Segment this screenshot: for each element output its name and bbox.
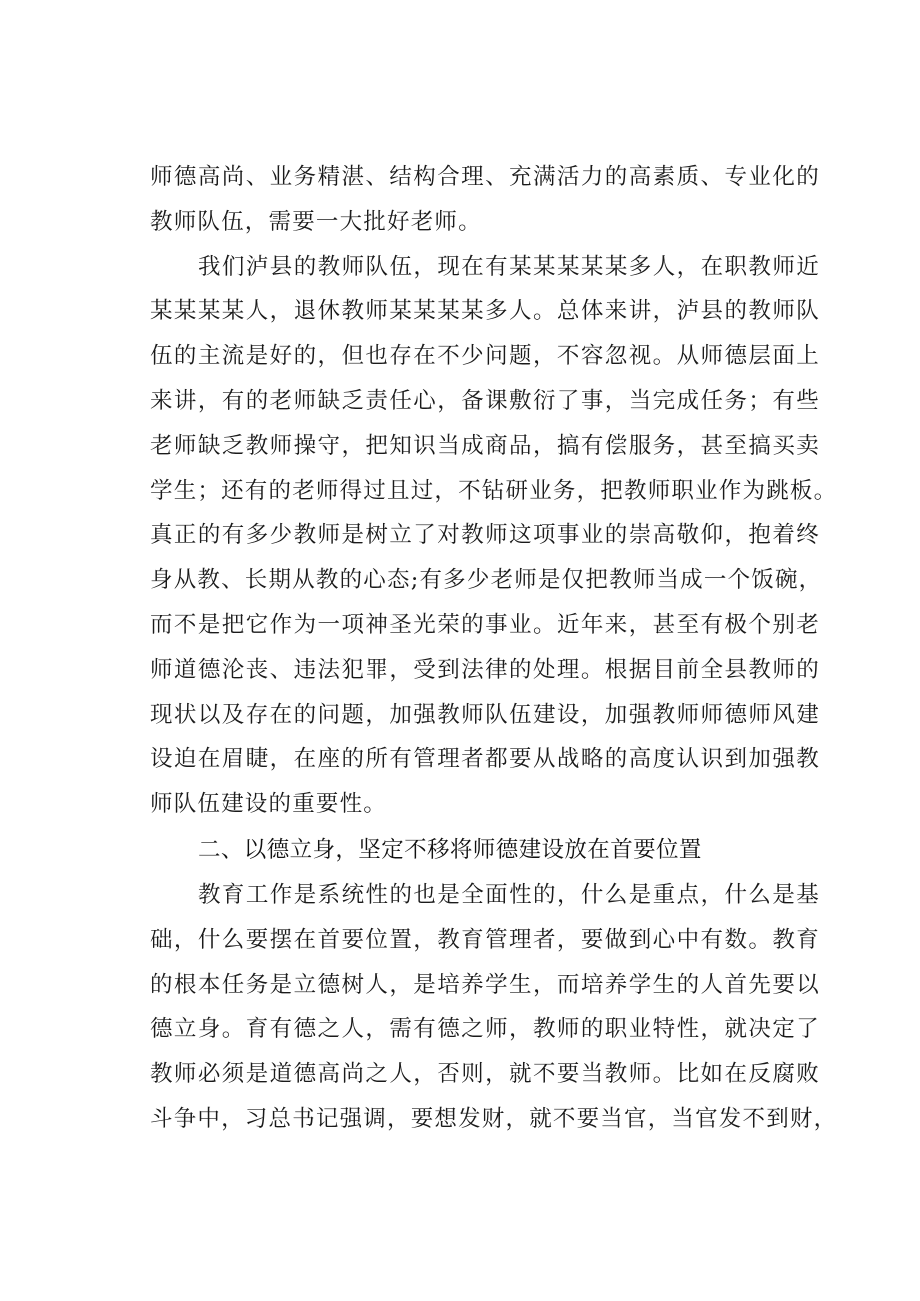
document-body xyxy=(150,155,838,1142)
para2-line-12: 设迫在眉睫，在座的所有管理者都要从战略的高度认识到加强教 xyxy=(150,746,820,773)
para1-line-1: 师德高尚、业务精湛、结构合理、充满活力的高素质、专业化的 xyxy=(150,164,820,190)
para2-line-9: 而不是把它作为一项神圣光荣的事业。近年来，甚至有极个别老 xyxy=(150,611,820,638)
para2-line-2: 某某某某人，退休教师某某某某多人。总体来讲，泸县的教师队 xyxy=(150,298,820,325)
para3-line-5: 教师必须是道德高尚之人，否则，就不要当教师。比如在反腐败 xyxy=(150,1061,820,1088)
para3-line-3: 的根本任务是立德树人，是培养学生，而培养学生的人首先要以 xyxy=(150,971,820,998)
para2-line-13: 师队伍建设的重要性。 xyxy=(150,791,388,818)
para2-line-1: 我们泸县的教师队伍，现在有某某某某某多人，在职教师近 xyxy=(198,253,820,280)
para3-line-6: 斗争中，习总书记强调，要想发财，就不要当官，当官发不到财， xyxy=(150,1105,838,1132)
para3-line-2: 础，什么要摆在首要位置，教育管理者，要做到心中有数。教育 xyxy=(150,926,820,953)
para2-line-8: 身从教、长期从教的心态;有多少老师是仅把教师当成一个饭碗， xyxy=(150,567,823,594)
para2-line-5: 老师缺乏教师操守，把知识当成商品，搞有偿服务，甚至搞买卖 xyxy=(150,432,820,459)
para3-line-4: 德立身。育有德之人，需有德之师，教师的职业特性，就决定了 xyxy=(150,1016,820,1043)
para2-line-3: 伍的主流是好的，但也存在不少问题，不容忽视。从师德层面上 xyxy=(150,343,820,370)
para3-line-1: 教育工作是系统性的也是全面性的，什么是重点，什么是基 xyxy=(198,881,820,908)
section-heading: 二、以德立身，坚定不移将师德建设放在首要位置 xyxy=(198,836,702,863)
para2-line-7: 真正的有多少教师是树立了对教师这项事业的崇高敬仰，抱着终 xyxy=(150,522,820,549)
para1-line-2: 教师队伍，需要一大批好老师。 xyxy=(150,208,482,235)
para2-line-4: 来讲，有的老师缺乏责任心，备课敷衍了事，当完成任务；有些 xyxy=(150,387,820,414)
para2-line-6: 学生；还有的老师得过且过，不钻研业务，把教师职业作为跳板。 xyxy=(150,477,838,504)
para2-line-10: 师道德沦丧、违法犯罪，受到法律的处理。根据目前全县教师的 xyxy=(150,656,820,683)
para2-line-11: 现状以及存在的问题，加强教师队伍建设，加强教师师德师风建 xyxy=(150,701,820,728)
